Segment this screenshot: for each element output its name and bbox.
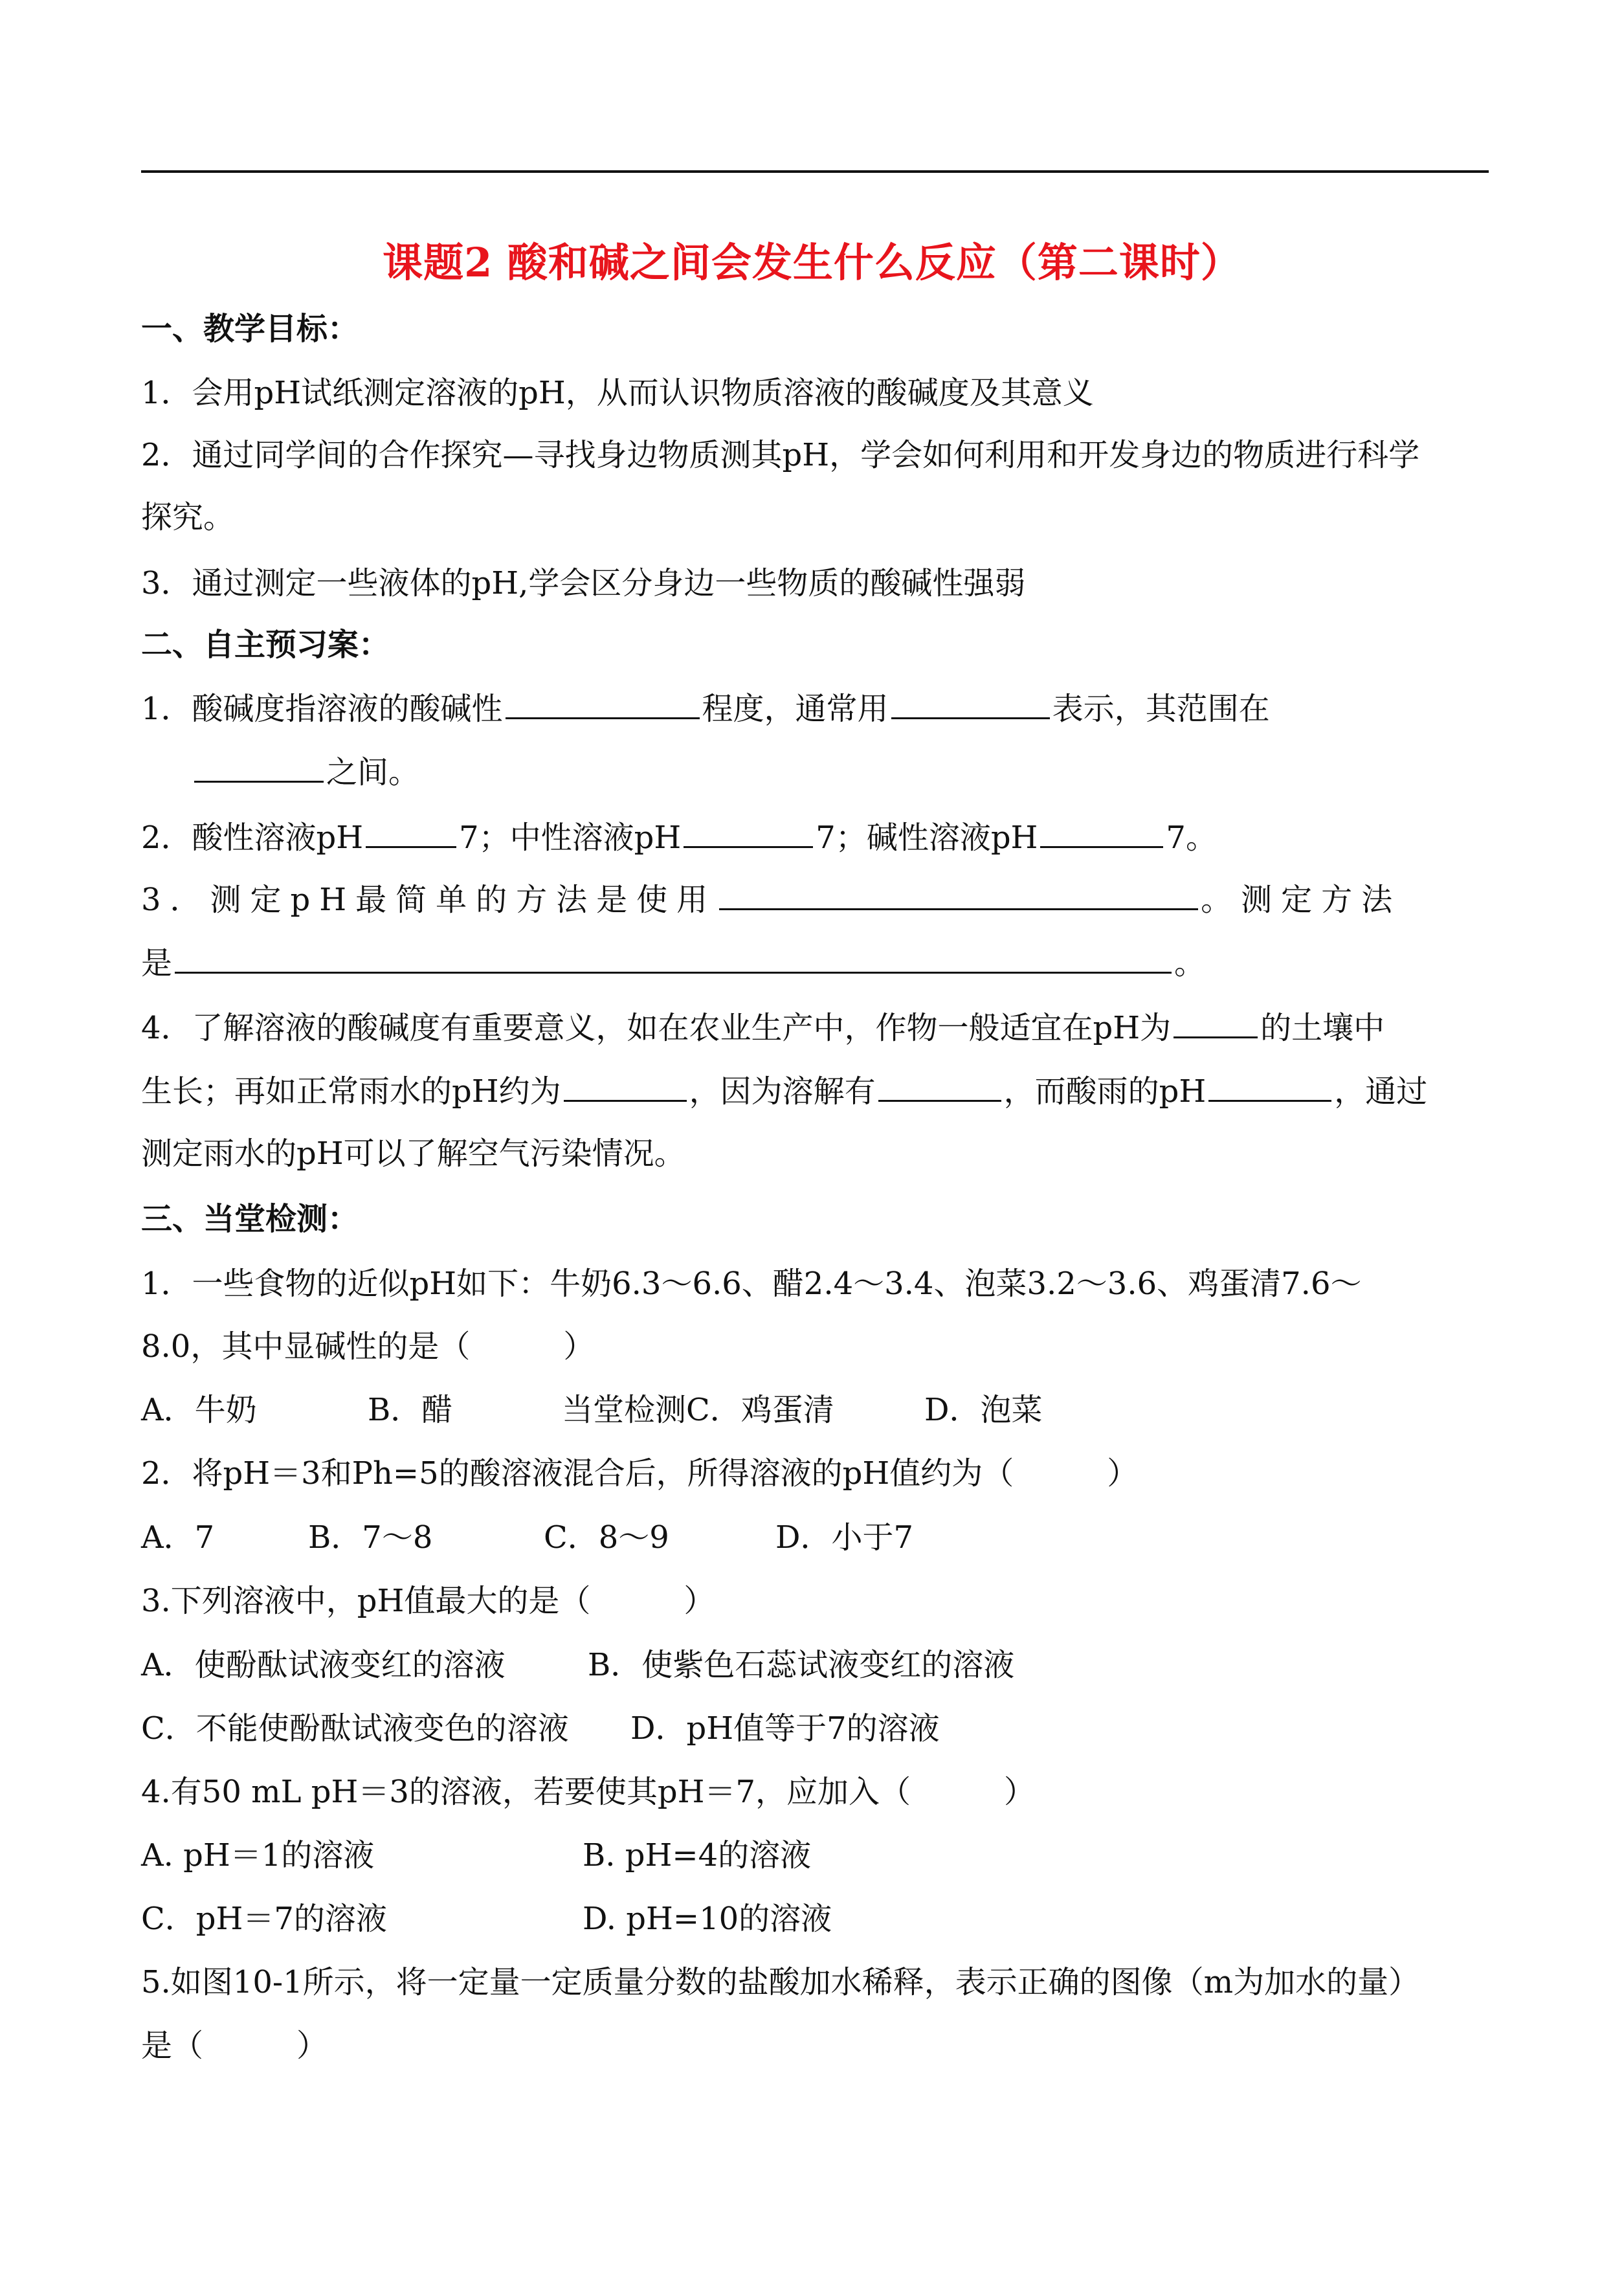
question-text: 7。 (1166, 820, 1217, 856)
quiz-options-4 (141, 1835, 811, 1876)
option-c[interactable]: 当堂检测C．鸡蛋清 (562, 1392, 834, 1428)
quiz-question-1: 1．一些食物的近似pH如下：牛奶6.3～6.6、醋2.4～3.4、泡菜3.2～3.6、鸡蛋清7.6～ (141, 1266, 1362, 1302)
answer-blank[interactable] (1174, 1008, 1258, 1038)
quiz-question-3: 3.下列溶液中，pH值最大的是（ ） (141, 1583, 715, 1619)
option-d[interactable]: D．pH值等于7的溶液 (630, 1710, 940, 1747)
objective-item: 2．通过同学间的合作探究—寻找身边物质测其pH，学会如何利用和开发身边的物质进行科学 (141, 437, 1420, 473)
page-title: 课题2 酸和碱之间会发生什么反应（第二课时） (383, 239, 1241, 286)
question-text: 的土壤中 (1260, 1010, 1385, 1046)
option-a[interactable]: A．牛奶 (141, 1392, 257, 1428)
option-c[interactable]: C．8～9 (544, 1519, 669, 1556)
quiz-question-2: 2．将pH＝3和Ph=5的酸溶液混合后，所得溶液的pH值约为（ ） (141, 1455, 1139, 1492)
option-a[interactable]: A. pH＝1的溶液 (141, 1837, 375, 1874)
answer-blank[interactable] (719, 880, 1198, 910)
question-text: 7；中性溶液pH (459, 820, 682, 856)
objective-item: 3．通过测定一些液体的pH,学会区分身边一些物质的酸碱性强弱 (141, 565, 1026, 601)
question-text: ，通过 (1334, 1073, 1428, 1110)
question-text: 程度，通常用 (702, 691, 889, 727)
question-text: 1．酸碱度指溶液的酸碱性 (141, 691, 503, 727)
answer-blank[interactable] (684, 818, 813, 848)
option-d[interactable]: D．泡菜 (924, 1392, 1043, 1428)
answer-blank[interactable] (1208, 1071, 1331, 1102)
preview-question-2 (141, 817, 1217, 858)
section-heading-preview: 二、自主预习案： (141, 627, 390, 663)
question-text: 生长；再如正常雨水的pH约为 (141, 1073, 561, 1110)
option-b[interactable]: B．醋 (368, 1392, 453, 1428)
preview-question-4-cont (141, 1071, 1427, 1112)
question-text: 7；碱性溶液pH (816, 820, 1038, 856)
quiz-question-4: 4.有50 mL pH＝3的溶液，若要使其pH＝7，应加入（ ） (141, 1774, 1036, 1810)
answer-blank[interactable] (366, 818, 456, 848)
question-text: 4．了解溶液的酸碱度有重要意义，如在农业生产中，作物一般适宜在pH为 (141, 1010, 1172, 1046)
answer-blank[interactable] (891, 689, 1050, 719)
question-text: 表示，其范围在 (1052, 691, 1270, 727)
answer-blank[interactable] (878, 1071, 1001, 1102)
option-b[interactable]: B．7～8 (308, 1519, 433, 1556)
preview-question-1-cont (194, 752, 419, 793)
quiz-options-2 (141, 1517, 913, 1558)
quiz-question-5-cont: 是（ ） (141, 2028, 328, 2064)
preview-question-4 (141, 1007, 1385, 1049)
preview-question-1 (141, 688, 1270, 730)
header-rule (141, 170, 1489, 173)
section-heading-quiz: 三、当堂检测： (141, 1201, 359, 1237)
option-b[interactable]: B．使紫色石蕊试液变红的溶液 (588, 1647, 1015, 1683)
question-text: 。测定方法 (1201, 882, 1402, 918)
option-a[interactable]: A．使酚酞试液变红的溶液 (141, 1647, 506, 1683)
question-text: 之间。 (326, 754, 420, 790)
answer-blank[interactable] (506, 689, 700, 719)
quiz-options-3-cont (141, 1708, 940, 1749)
preview-question-3 (141, 879, 1401, 921)
answer-blank[interactable] (1040, 818, 1163, 848)
preview-question-4-cont: 测定雨水的pH可以了解空气污染情况。 (141, 1135, 685, 1172)
quiz-question-1-cont: 8.0，其中显碱性的是（ ） (141, 1328, 595, 1365)
question-text: ，因为溶解有 (689, 1073, 876, 1110)
question-text: 是 (141, 945, 173, 981)
option-c[interactable]: C．不能使酚酞试液变色的溶液 (141, 1710, 569, 1747)
option-b[interactable]: B. pH=4的溶液 (583, 1837, 812, 1874)
quiz-options-4-cont (141, 1898, 832, 1940)
question-text: ，而酸雨的pH (1003, 1073, 1207, 1110)
quiz-question-5: 5.如图10-1所示，将一定量一定质量分数的盐酸加水稀释，表示正确的图像（m为加水的量） (141, 1964, 1420, 2000)
question-text: 2．酸性溶液pH (141, 820, 364, 856)
quiz-options-1 (141, 1389, 1043, 1431)
section-heading-objectives: 一、教学目标： (141, 311, 359, 347)
preview-question-3-cont (141, 943, 1205, 984)
quiz-options-3 (141, 1644, 1014, 1686)
answer-blank[interactable] (194, 752, 324, 783)
answer-blank[interactable] (175, 943, 1172, 974)
option-c[interactable]: C．pH＝7的溶液 (141, 1901, 387, 1937)
objective-item: 探究。 (141, 499, 235, 535)
option-a[interactable]: A．7 (141, 1519, 215, 1556)
question-text: 3．测定pH最简单的方法是使用 (141, 882, 717, 918)
answer-blank[interactable] (564, 1071, 687, 1102)
objective-item: 1．会用pH试纸测定溶液的pH，从而认识物质溶液的酸碱度及其意义 (141, 375, 1094, 411)
option-d[interactable]: D．小于7 (775, 1519, 914, 1556)
option-d[interactable]: D. pH=10的溶液 (583, 1901, 832, 1937)
question-text: 。 (1174, 945, 1206, 981)
